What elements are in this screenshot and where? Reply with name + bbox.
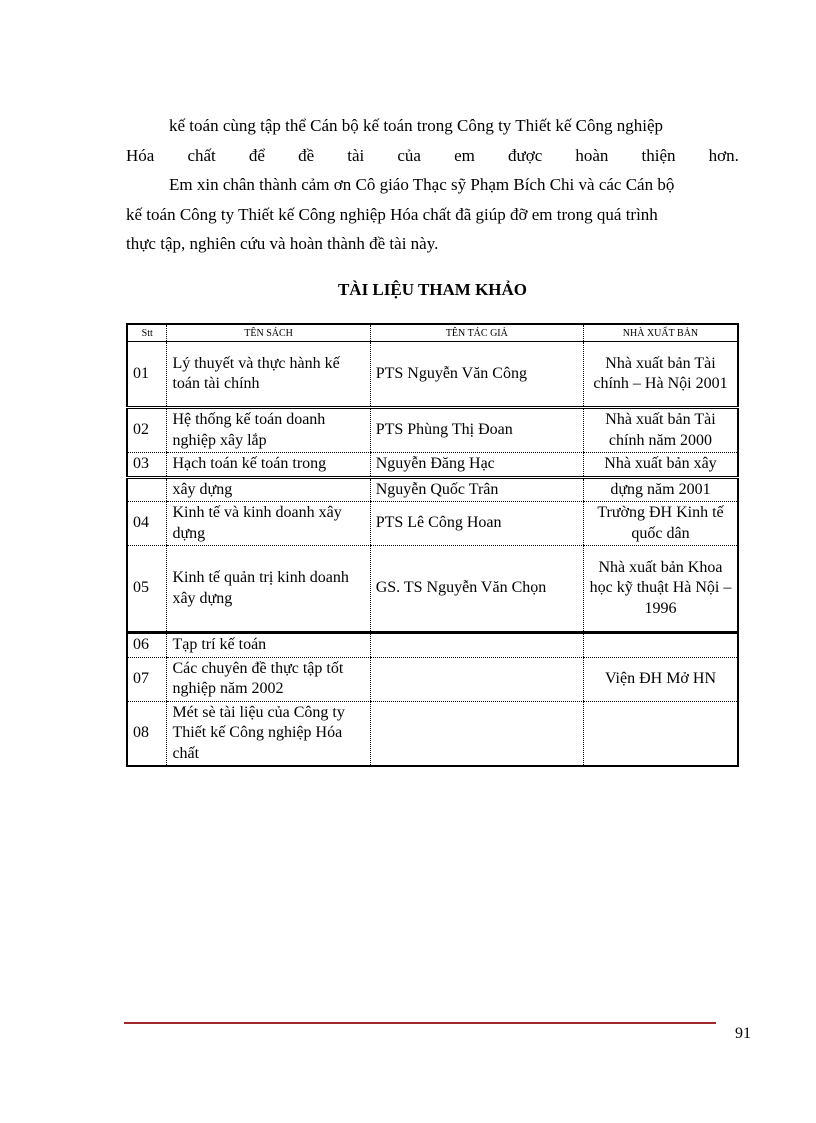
paragraph-word: em bbox=[454, 145, 475, 165]
table-row bbox=[127, 342, 738, 408]
table-header-row bbox=[127, 324, 738, 342]
cell-author bbox=[370, 701, 583, 766]
cell-stt: 01 bbox=[127, 342, 167, 408]
paragraph-word: thiện bbox=[641, 145, 676, 165]
table-row bbox=[127, 546, 738, 633]
cell-stt bbox=[127, 477, 167, 502]
cell-stt: 02 bbox=[127, 408, 167, 453]
cell-author: PTS Nguyễn Văn Công bbox=[370, 342, 583, 408]
paragraph-word: tài bbox=[347, 145, 365, 165]
cell-book: Kinh tế quản trị kinh doanh xây dựng bbox=[167, 546, 370, 633]
cell-author: GS. TS Nguyễn Văn Chọn bbox=[370, 546, 583, 633]
header-author: TÊN TÁC GIẢ bbox=[370, 324, 583, 342]
paragraph-line: kế toán cùng tập thể Cán bộ kế toán trong Công ty Thiết kế Công nghiệp bbox=[169, 116, 664, 135]
page-number: 91 bbox=[735, 1025, 751, 1042]
cell-book: Hạch toán kế toán trong bbox=[167, 453, 370, 478]
paragraph-line: kế toán Công ty Thiết kế Công nghiệp Hóa chất đã giúp đỡ em trong quá trình bbox=[126, 204, 658, 224]
paragraph-word: đề bbox=[298, 145, 315, 165]
cell-publisher bbox=[583, 633, 738, 658]
cell-stt: 08 bbox=[127, 701, 167, 766]
cell-author bbox=[370, 633, 583, 658]
table-row bbox=[127, 657, 738, 701]
cell-publisher: Nhà xuất bản Tài chính năm 2000 bbox=[583, 408, 738, 453]
paragraph-word: được bbox=[508, 145, 543, 165]
cell-author: PTS Lê Công Hoan bbox=[370, 502, 583, 546]
table-row bbox=[127, 701, 738, 766]
cell-publisher: Nhà xuất bản xây bbox=[583, 453, 738, 478]
footer-rule bbox=[124, 1022, 716, 1024]
header-book-title: TÊN SÁCH bbox=[167, 324, 370, 342]
table-row bbox=[127, 633, 738, 658]
cell-stt: 06 bbox=[127, 633, 167, 658]
paragraph-line: thực tập, nghiên cứu và hoàn thành đề tài này. bbox=[126, 234, 439, 253]
cell-book: Các chuyên đề thực tập tốt nghiệp năm 2002 bbox=[167, 657, 370, 701]
references-title: TÀI LIỆU THAM KHẢO bbox=[337, 280, 528, 299]
cell-publisher: Nhà xuất bản Khoa học kỹ thuật Hà Nội – 1996 bbox=[583, 546, 738, 633]
cell-book: Kinh tế và kinh doanh xây dựng bbox=[167, 502, 370, 546]
cell-book: Lý thuyết và thực hành kế toán tài chính bbox=[167, 342, 370, 408]
paragraph-word: hơn. bbox=[708, 145, 739, 165]
cell-publisher: dựng năm 2001 bbox=[583, 477, 738, 502]
table-row bbox=[127, 453, 738, 478]
paragraph-word: để bbox=[248, 145, 265, 165]
cell-book: Mét sè tài liệu của Công ty Thiết kế Công nghiệp Hóa chất bbox=[167, 701, 370, 766]
cell-stt: 04 bbox=[127, 502, 167, 546]
references-table bbox=[126, 323, 739, 767]
cell-stt: 03 bbox=[127, 453, 167, 478]
cell-stt: 07 bbox=[127, 657, 167, 701]
cell-book: Hệ thống kế toán doanh nghiệp xây lắp bbox=[167, 408, 370, 453]
header-stt: Stt bbox=[127, 324, 167, 342]
paragraph-word: hoàn bbox=[575, 145, 609, 165]
header-publisher: NHÀ XUẤT BẢN bbox=[583, 324, 738, 342]
paragraph-word: Hóa bbox=[126, 145, 155, 165]
cell-book: xây dựng bbox=[167, 477, 370, 502]
paragraph-word: chất bbox=[187, 145, 216, 165]
cell-stt: 05 bbox=[127, 546, 167, 633]
cell-author bbox=[370, 657, 583, 701]
cell-publisher bbox=[583, 701, 738, 766]
paragraph-word: của bbox=[397, 145, 421, 165]
cell-publisher: Viện ĐH Mở HN bbox=[583, 657, 738, 701]
cell-publisher: Nhà xuất bản Tài chính – Hà Nội 2001 bbox=[583, 342, 738, 408]
cell-author: PTS Phùng Thị Đoan bbox=[370, 408, 583, 453]
table-row bbox=[127, 502, 738, 546]
cell-author: Nguyễn Quốc Trân bbox=[370, 477, 583, 502]
paragraph-line-justified bbox=[126, 141, 739, 171]
cell-book: Tạp trí kế toán bbox=[167, 633, 370, 658]
cell-publisher: Trường ĐH Kinh tế quốc dân bbox=[583, 502, 738, 546]
paragraph-thanks bbox=[126, 170, 739, 259]
table-row bbox=[127, 408, 738, 453]
table-row bbox=[127, 477, 738, 502]
paragraph-closing bbox=[126, 111, 739, 170]
paragraph-line: Em xin chân thành cảm ơn Cô giáo Thạc sỹ Phạm Bích Chi và các Cán bộ bbox=[169, 175, 675, 194]
cell-author: Nguyễn Đăng Hạc bbox=[370, 453, 583, 478]
